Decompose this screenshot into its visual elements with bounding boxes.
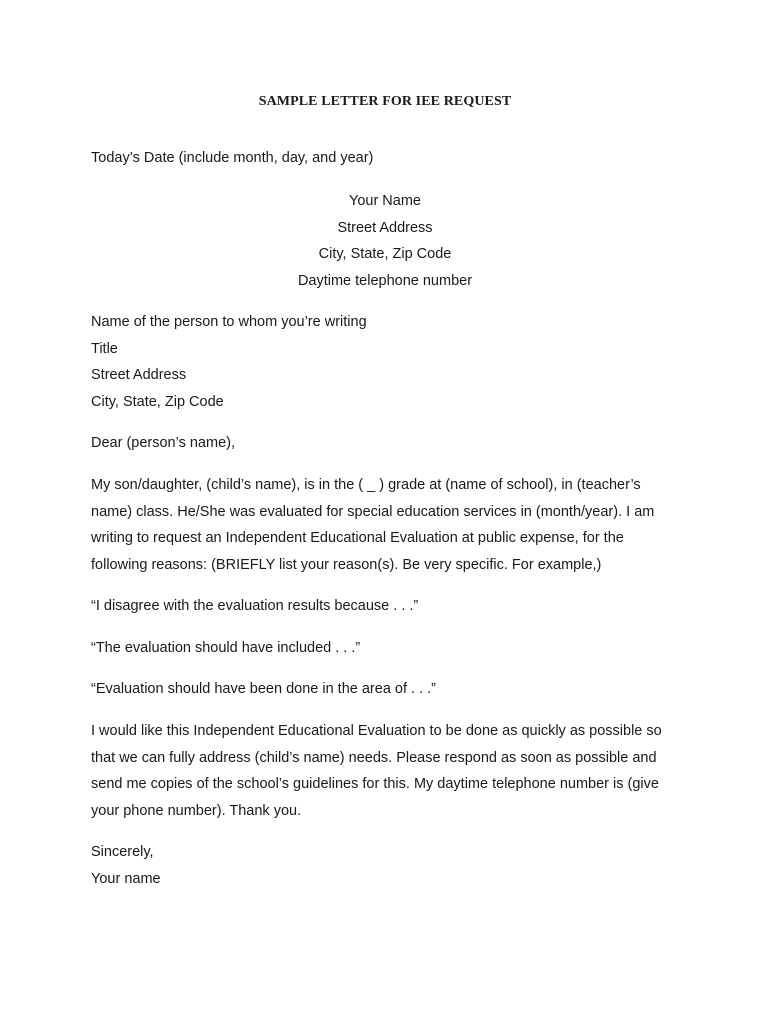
- example-1-text: “I disagree with the evaluation results because . . .”: [91, 598, 419, 614]
- example-2: [91, 635, 691, 662]
- paragraph-2-line: I would like this Independent Educational Evaluation to be done as quickly as possible so: [91, 723, 662, 739]
- paragraph-2-line: that we can fully address (child’s name) needs. Please respond as soon as possible and: [91, 749, 657, 766]
- date-text: Today’s Date (include month, day, and year): [91, 150, 374, 166]
- recipient-street: Street Address: [91, 367, 187, 383]
- recipient-address: [91, 309, 691, 415]
- paragraph-1-line: writing to request an Independent Educational Evaluation at public expense, for the: [91, 530, 624, 546]
- sender-phone: Daytime telephone number: [297, 272, 473, 289]
- date-line: [91, 145, 691, 172]
- body-paragraph-2: [91, 718, 691, 824]
- sender-street: Street Address: [337, 219, 433, 236]
- recipient-name: Name of the person to whom you’re writing: [91, 314, 367, 330]
- closing-text: Sincerely,: [91, 844, 154, 860]
- sender-address: [0, 188, 770, 294]
- example-1: [91, 593, 691, 620]
- letter-title: SAMPLE LETTER FOR IEE REQUEST: [258, 94, 512, 109]
- salutation: [91, 430, 691, 457]
- paragraph-1-line: following reasons: (BRIEFLY list your reason(s). Be very specific. For example,): [91, 556, 602, 573]
- closing-block: [91, 839, 691, 892]
- example-2-text: “The evaluation should have included . . .”: [91, 640, 361, 656]
- sender-city: City, State, Zip Code: [318, 246, 452, 262]
- paragraph-2-line: send me copies of the school’s guidelines for this. My daytime telephone number is (give: [91, 776, 659, 792]
- example-3-text: “Evaluation should have been done in the area of . . .”: [91, 681, 437, 697]
- example-3: [91, 676, 691, 703]
- recipient-title: Title: [91, 340, 118, 357]
- paragraph-1-line: My son/daughter, (child’s name), is in the ( _ ) grade at (name of school), in (teacher’s: [91, 477, 641, 493]
- salutation-text: Dear (person’s name),: [91, 435, 235, 451]
- paragraph-1-line: name) class. He/She was evaluated for special education services in (month/year). I am: [91, 503, 655, 520]
- recipient-city: City, State, Zip Code: [91, 393, 224, 410]
- paragraph-2-line: your phone number). Thank you.: [91, 802, 302, 819]
- sender-name: Your Name: [348, 193, 421, 209]
- signature-text: Your name: [91, 870, 161, 887]
- body-paragraph-1: [91, 472, 691, 578]
